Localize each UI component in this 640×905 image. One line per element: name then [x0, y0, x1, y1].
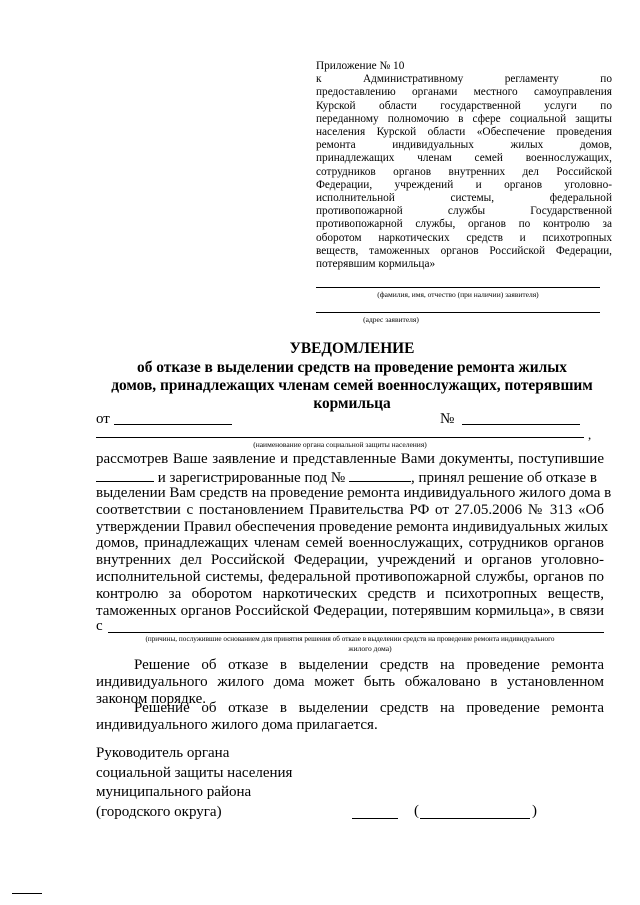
signature-line: (городского округа): [96, 803, 222, 820]
body-line: контролю за оборотом наркотических средств и психотропных веществ,: [96, 586, 604, 603]
page-edge-mark: [12, 893, 42, 894]
signature-line: социальной защиты населения: [96, 764, 293, 781]
org-comma: ,: [588, 427, 592, 442]
appendix-line: противопожарной службы Государственной: [316, 205, 612, 218]
body-line: утверждении Правил обеспечения проведение ремонта индивидуальных жилых: [96, 518, 609, 535]
decision-text: , принял решение об отказе в: [411, 469, 597, 486]
paren-close: ): [532, 803, 537, 819]
appeal-line: законом порядке.: [96, 690, 206, 707]
org-name-caption: (наименование органа социальной защиты населения): [253, 440, 427, 449]
body-line: соответствии с постановлением Правительства РФ от 27.05.2006 № 313 «Об: [96, 501, 604, 518]
appendix-line: веществ, таможенных органов Российской Федерации,: [316, 244, 612, 257]
appendix-line: к Административному регламенту по: [316, 73, 612, 86]
reason-caption: (причины, послужившие основанием для принятия решения об отказе в выделении средств на проведение ремонта индивидуального: [145, 635, 555, 643]
from-label: от: [96, 411, 110, 427]
appendix-line: исполнительной системы, федеральной: [316, 192, 612, 205]
body-line: рассмотрев Ваше заявление и представленные Вами документы, поступившие: [96, 451, 604, 467]
subtitle-line: об отказе в выделении средств на проведение ремонта жилых: [137, 359, 567, 376]
signature-block: [96, 744, 292, 822]
body-line-registered: [96, 468, 604, 485]
notice-number-line[interactable]: [462, 424, 580, 425]
appeal-line: Решение об отказе в выделении средств на проведение ремонта: [134, 657, 604, 673]
appendix-line: противопожарной службы, органов по контролю за: [316, 218, 612, 231]
appendix-line: Федерации, учреждений и органов уголовно-: [316, 178, 612, 191]
reason-line[interactable]: [108, 632, 604, 633]
applicant-name-line[interactable]: [316, 287, 600, 288]
body-line: домов, принадлежащих членам семей военнослужащих, сотрудников органов: [96, 535, 604, 552]
subtitle-line: домов, принадлежащих членам семей военнослужащих, потерявшим: [111, 377, 593, 394]
applicant-address-caption: (адрес заявителя): [363, 315, 419, 324]
applicant-name-caption: (фамилия, имя, отчество (при наличии) заявителя): [377, 290, 539, 299]
from-date-line[interactable]: [114, 424, 232, 425]
appendix-line: предоставлению органами местного самоуправления: [316, 86, 612, 99]
appendix-line: потерявшим кормильца»: [316, 258, 436, 271]
appendix-line: ремонта индивидуальных жилых домов,: [316, 139, 612, 152]
appendix-line: принадлежащих членам семей военнослужащих,: [316, 152, 612, 165]
paren-open: (: [414, 803, 419, 819]
registration-number-blank[interactable]: [349, 468, 411, 482]
applicant-address-line[interactable]: [316, 312, 600, 313]
signature-line: муниципального района: [96, 784, 252, 800]
notice-subtitle: [96, 359, 608, 413]
appendix-line: сотрудников органов внутренних дел Российской: [316, 165, 612, 178]
signature-blank[interactable]: [352, 818, 398, 819]
number-label: №: [440, 411, 455, 427]
registered-text: и зарегистрированные под №: [157, 469, 346, 486]
reason-caption-cont: жилого дома): [348, 644, 392, 653]
signature-name-blank[interactable]: [420, 818, 530, 819]
appendix-line: населения Курской области «Обеспечение проведения: [316, 126, 612, 139]
attach-line: индивидуального жилого дома прилагается.: [96, 716, 378, 733]
body-line: исполнительной системы, федеральной противопожарной службы, органов по: [96, 569, 604, 586]
org-name-line[interactable]: [96, 437, 584, 438]
body-line: внутренних дел Российской Федерации, учреждений и органов уголовно-: [96, 552, 604, 569]
attach-paragraph: [96, 700, 604, 734]
reason-c-label: с: [96, 618, 103, 634]
attach-line: Решение об отказе в выделении средств на проведение ремонта: [134, 700, 604, 716]
appendix-line: переданному полномочию в сфере социальной защиты: [316, 112, 612, 125]
body-line: выделении Вам средств на проведение ремонта индивидуального жилого дома в: [96, 484, 612, 501]
appendix-line: оборотом наркотических средств и психотропных: [316, 231, 612, 244]
subtitle-line: кормильца: [313, 395, 391, 412]
appendix-line: Приложение № 10: [316, 60, 405, 72]
signature-line: Руководитель органа: [96, 745, 230, 761]
appendix-line: Курской области государственной услуги по: [316, 99, 612, 112]
received-date-blank[interactable]: [96, 468, 154, 482]
appendix-header: [316, 60, 612, 271]
appeal-line: индивидуального жилого дома может быть обжаловано в установленном: [96, 673, 604, 690]
body-line: таможенных органов Российской Федерации, потерявшим кормильца», в связи: [96, 603, 604, 620]
notice-title: УВЕДОМЛЕНИЕ: [289, 340, 415, 357]
notice-body: [96, 451, 612, 620]
